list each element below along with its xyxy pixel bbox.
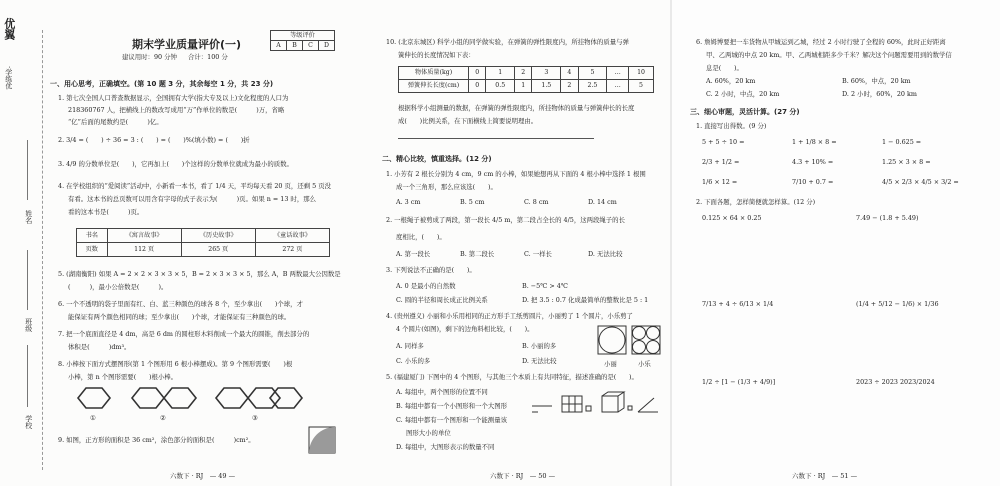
option-d[interactable]: D. 14 cm: [588, 198, 617, 206]
book-table-row-label: 页数: [77, 243, 108, 257]
q6-line2: 能保证有两个颜色相同的球；至少拿出( )个球，才能保证有三种颜色的球。: [68, 313, 291, 321]
q2: 2. 3/4 = ( ) ÷ 36 = 3 : ( ) = ( )%(填小数) = ( )折: [58, 136, 250, 144]
option-c[interactable]: C. 小乐的多: [396, 357, 431, 365]
xiaole-circle: [633, 327, 646, 340]
name-field[interactable]: [27, 140, 28, 200]
suggested-time: 建议用时：90 分钟: [122, 53, 177, 61]
calc2-item: 2023 ÷ 2023 2023/2024: [856, 378, 935, 386]
option-b[interactable]: B. −5℃ > 4℃: [522, 282, 568, 290]
book-table-header: 书名: [77, 229, 108, 243]
page-footer: 六数下 · RJ — 51 —: [792, 471, 858, 480]
option-a[interactable]: A. 3 cm: [396, 198, 421, 206]
q8-line2: 小棒，第 n 个图形需要( )根小棒。: [68, 373, 178, 381]
option-d[interactable]: D. 无法比较: [588, 250, 623, 258]
option-a[interactable]: A. 第一段长: [396, 250, 431, 258]
s3q2: 2. 下面各题，怎样简便就怎样算。(12 分): [696, 198, 816, 206]
grade-c[interactable]: C: [303, 41, 319, 51]
option-a[interactable]: A. 同样多: [396, 342, 424, 350]
xiaoli-label: 小丽: [604, 360, 617, 368]
brand-logo: 优翼: [2, 18, 16, 40]
q10b-line1: 根据科学小组测量的数据，在弹簧的弹性限度内，所挂物体的质量与弹簧伸长的长度: [398, 104, 635, 112]
spring-row-label: 弹簧伸长长度(cm): [399, 80, 469, 93]
q7-line2: 体积是( )dm³。: [68, 343, 131, 351]
q9: 9. 如图，正方形的面积是 36 cm²，涂色部分的面积是( )cm²。: [58, 436, 255, 444]
calc-item: 7/10 + 0.7 =: [792, 178, 834, 186]
class-label: 班级: [24, 318, 33, 332]
circle-cutout-figures: [598, 326, 662, 358]
q1-line3: “亿”后面的尾数约是( )亿。: [68, 118, 163, 126]
s3q1: 1. 直接写出得数。(9 分): [696, 122, 767, 130]
class-field[interactable]: [27, 250, 28, 310]
book-table-cell: 272 页: [255, 243, 329, 257]
spring-cell: 2: [561, 80, 578, 93]
option-a[interactable]: A. 60%，20 km: [706, 77, 756, 85]
reason-answer-line[interactable]: [398, 138, 594, 139]
school-label: 学校: [24, 415, 33, 429]
q10b-line2: 成( )比例关系，在下面横线上简要说明理由。: [398, 117, 538, 125]
option-c[interactable]: C. 2 小时，中点，20 km: [706, 90, 780, 98]
xiaole-circle: [647, 327, 660, 340]
option-c-cont: 图形大小的单位: [406, 429, 451, 437]
q1-line1: 1. 第七次全国人口普查数据显示，全国拥有大学(指大专及以上)文化程度的人口为: [58, 94, 289, 102]
spring-cell: 0: [469, 67, 486, 80]
calc2-item: 7/13 + 4 ÷ 6/13 × 1/4: [702, 300, 774, 308]
q4-line3: 看的这本书是( )页。: [68, 208, 144, 216]
spring-table: [398, 66, 654, 93]
q10-line2: 簧伸长的长度情况如下表：: [398, 51, 475, 59]
feature-figures: [530, 392, 660, 420]
xiaoli-square: [598, 326, 626, 354]
option-b[interactable]: B. 60%，中点，20 km: [842, 77, 911, 85]
calc-item: 1/6 × 12 =: [702, 178, 738, 186]
option-b[interactable]: B. 5 cm: [460, 198, 485, 206]
s2q6-line1: 6. 詹姆博要把一车货物从甲城运到乙城，经过 2 小时行驶了全程的 60%，此时正好距离: [696, 38, 946, 46]
q7-line1: 7. 把一个底面直径是 4 dm，高是 6 dm 的圆柱形木料削成一个最大的圆锥，削去部分的: [58, 330, 310, 338]
cube-shape: [602, 396, 618, 412]
spring-cell: 2.5: [578, 80, 607, 93]
page-footer: 六数下 · RJ — 50 —: [490, 471, 556, 480]
spring-cell: 4: [561, 67, 578, 80]
q1-line2: 218360767 人，把横线上的数改写成用“万”作单位的数是( )万，省略: [68, 106, 285, 114]
grade-d[interactable]: D: [319, 41, 335, 51]
spring-cell: 3: [532, 67, 561, 80]
hexagon-shape: [132, 388, 164, 408]
spring-cell: 1: [515, 80, 532, 93]
section-1-heading: 一、用心思考，正确填空。(第 10 题 3 分，其余每空 1 分，共 23 分): [50, 80, 274, 88]
shaded-region: [309, 427, 335, 453]
s2q2-line2: 度相比，( )。: [396, 233, 446, 241]
q3: 3. 4/9 的分数单位是( )，它再加上( )个这样的分数单位就成为最小的质数。: [58, 160, 293, 168]
calc-item: 1.25 × 3 × 8 =: [882, 158, 931, 166]
xiaole-label: 小乐: [638, 360, 651, 368]
s2q4-line1: 4. (贵州遵义) 小丽和小乐用相同的正方形手工纸剪圆片，小丽剪了 1 个圆片，小乐剪了: [386, 312, 633, 320]
binding-sidebar: [0, 0, 50, 486]
option-b[interactable]: B. 每组中都有一个小图形和一个大图形: [396, 402, 508, 410]
small-cube: [628, 406, 632, 410]
spring-cell: 0: [469, 80, 486, 93]
spring-cell: 1: [486, 67, 515, 80]
option-c[interactable]: C. 一样长: [524, 250, 552, 258]
grade-b[interactable]: B: [287, 41, 303, 51]
grade-a[interactable]: A: [271, 41, 287, 51]
school-field[interactable]: [27, 345, 28, 407]
calc2-item: 7.49 − (1.8 + 5.49): [856, 214, 919, 222]
xiaoli-circle: [599, 327, 625, 353]
q8-line1: 8. 小棒按下面方式摆图形(第 1 个图形用 6 根小棒摆成)。第 9 个图形需要( )根: [58, 360, 293, 368]
hexagon-shape: [78, 388, 110, 408]
spring-cell: 0.5: [486, 80, 515, 93]
option-d[interactable]: D. 2 小时，60%，20 km: [842, 90, 917, 98]
spring-cell: 5: [578, 67, 607, 80]
calc-item: 4.3 + 10% =: [792, 158, 834, 166]
spring-cell: 2: [515, 67, 532, 80]
option-c[interactable]: C. 每组中都有一个图形和一个能测量该: [396, 416, 507, 424]
exam-page-50: [352, 0, 670, 486]
figure-label-3: ③: [252, 414, 258, 422]
option-b[interactable]: B. 小丽的多: [522, 342, 557, 350]
exam-title: 期末学业质量评价(一): [132, 38, 242, 51]
figure-label-1: ①: [90, 414, 96, 422]
option-d[interactable]: D. 把 3.5 : 0.7 化成最简单的整数比是 5 : 1: [522, 296, 649, 304]
option-c[interactable]: C. 8 cm: [524, 198, 549, 206]
hexagon-pattern-figure: [70, 384, 300, 426]
s2q2-line1: 2. 一根绳子被剪成了两段，第一段长 4/5 m，第二段占全长的 4/5，这两段绳子的长: [386, 216, 625, 224]
cut-line: [42, 30, 43, 470]
calc-item: 2/3 + 1/2 =: [702, 158, 740, 166]
s2q6-line2: 甲、乙两城的中点 20 km。甲、乙两城相距多少千米？解决这个问题需要用到的数学信: [706, 51, 952, 59]
spring-cell: 1.5: [532, 80, 561, 93]
s2q1-line2: 成一个三角形，那么应该选( )。: [396, 183, 497, 191]
xiaole-circle: [647, 341, 660, 354]
hexagon-shape: [270, 388, 302, 408]
grade-header: 等级评价: [271, 31, 335, 41]
calc-item: 1 + 1/8 × 8 =: [792, 138, 837, 146]
option-b[interactable]: B. 第二段长: [460, 250, 495, 258]
book-table-cell: 112 页: [107, 243, 181, 257]
section-2-heading: 二、精心比较，慎重选择。(12 分): [382, 155, 492, 163]
grade-table: [270, 30, 335, 51]
s2q6-line3: 息是( )。: [706, 64, 743, 72]
spring-cell: 5: [629, 80, 654, 93]
exam-page-51: [672, 0, 1000, 486]
s2q1-line1: 1. 小芳有 2 根长分别为 4 cm，9 cm 的小棒，如果她想再从下面的 4 根小棒中选择 1 根围: [386, 170, 646, 178]
q4-line2: 有看。这本书的总页数可以用含有字母的式子表示为( )页。如果 n = 13 时，那么: [68, 195, 316, 203]
spring-cell: …: [607, 80, 629, 93]
option-a[interactable]: A. 每组中，两个图形的位置不同: [396, 388, 488, 396]
calc-item: 5 + 5 ÷ 10 =: [702, 138, 745, 146]
xiaole-square: [632, 326, 660, 354]
s2q5: 5. (福建厦门) 下图中的 4 个图形，与其他三个本质上有共同特征，描述准确的是( )。: [386, 373, 638, 381]
brand-subtitle: ·学练优: [4, 66, 13, 90]
hexagon-shape: [164, 388, 196, 408]
book-table-header: 《寓言故事》: [107, 229, 181, 243]
spring-row-label: 物体质量(kg): [399, 67, 469, 80]
option-d[interactable]: D. 每组中，大图形表示的数量不同: [396, 443, 495, 451]
calc-item: 1 − 0.625 =: [882, 138, 922, 146]
q10-line1: 10. (北京东城区) 科学小组的同学做实验，在弹簧的弹性限度内，所挂物体的质量与弹: [386, 38, 629, 46]
calc-item: 4/5 × 2/3 × 4/5 × 3/2 =: [882, 178, 959, 186]
calc2-item: 1/2 ÷ [1 − (1/3 + 4/9)]: [702, 378, 776, 386]
book-table-cell: 265 页: [181, 243, 255, 257]
spring-cell: …: [607, 67, 629, 80]
name-label: 姓名: [24, 210, 33, 224]
book-table: [76, 228, 330, 257]
hexagon-shape: [216, 388, 248, 408]
small-square: [586, 406, 591, 411]
section-3-heading: 三、细心审题，灵活计算。(27 分): [690, 108, 800, 116]
s2q3: 3. 下列说法不正确的是( )。: [386, 266, 476, 274]
q4-line1: 4. 在学校组织的“爱阅读”活动中，小新看一本书，看了 1/4 天，平均每天看 20 页，还剩 5 页没: [58, 182, 332, 190]
book-table-header: 《童话故事》: [255, 229, 329, 243]
option-c[interactable]: C. 圆的半径和周长成正比例关系: [396, 296, 488, 304]
q6-line1: 6. 一个不透明的袋子里面有红、白、蓝三种颜色的球各 8 个，至少拿出( )个球，才: [58, 300, 303, 308]
s2q4-line2: 4 个圆片(如图)，剩下的边角料相比较，( )。: [396, 325, 534, 333]
page-footer: 六数下 · RJ — 49 —: [170, 471, 236, 480]
q5-line1: 5. (湖南衡阳) 如果 A = 2 × 2 × 3 × 3 × 5，B = 2 × 3 × 3 × 5，那么 A，B 两数最大公因数是: [58, 270, 341, 278]
total-score: 合计：100 分: [188, 53, 228, 61]
option-a[interactable]: A. 0 是最小的自然数: [396, 282, 456, 290]
option-d[interactable]: D. 无法比较: [522, 357, 557, 365]
square-quarter-circle-figure: [308, 426, 338, 456]
calc2-item: (1/4 + 5/12 − 1/6) × 1/36: [856, 300, 939, 308]
spring-cell: 10: [629, 67, 654, 80]
exam-page-49: [0, 0, 352, 486]
book-table-header: 《历史故事》: [181, 229, 255, 243]
calc2-item: 0.125 × 64 × 0.25: [702, 214, 762, 222]
xiaole-circle: [633, 341, 646, 354]
q5-line2: ( )，最小公倍数是( )。: [68, 283, 168, 291]
figure-label-2: ②: [160, 414, 166, 422]
